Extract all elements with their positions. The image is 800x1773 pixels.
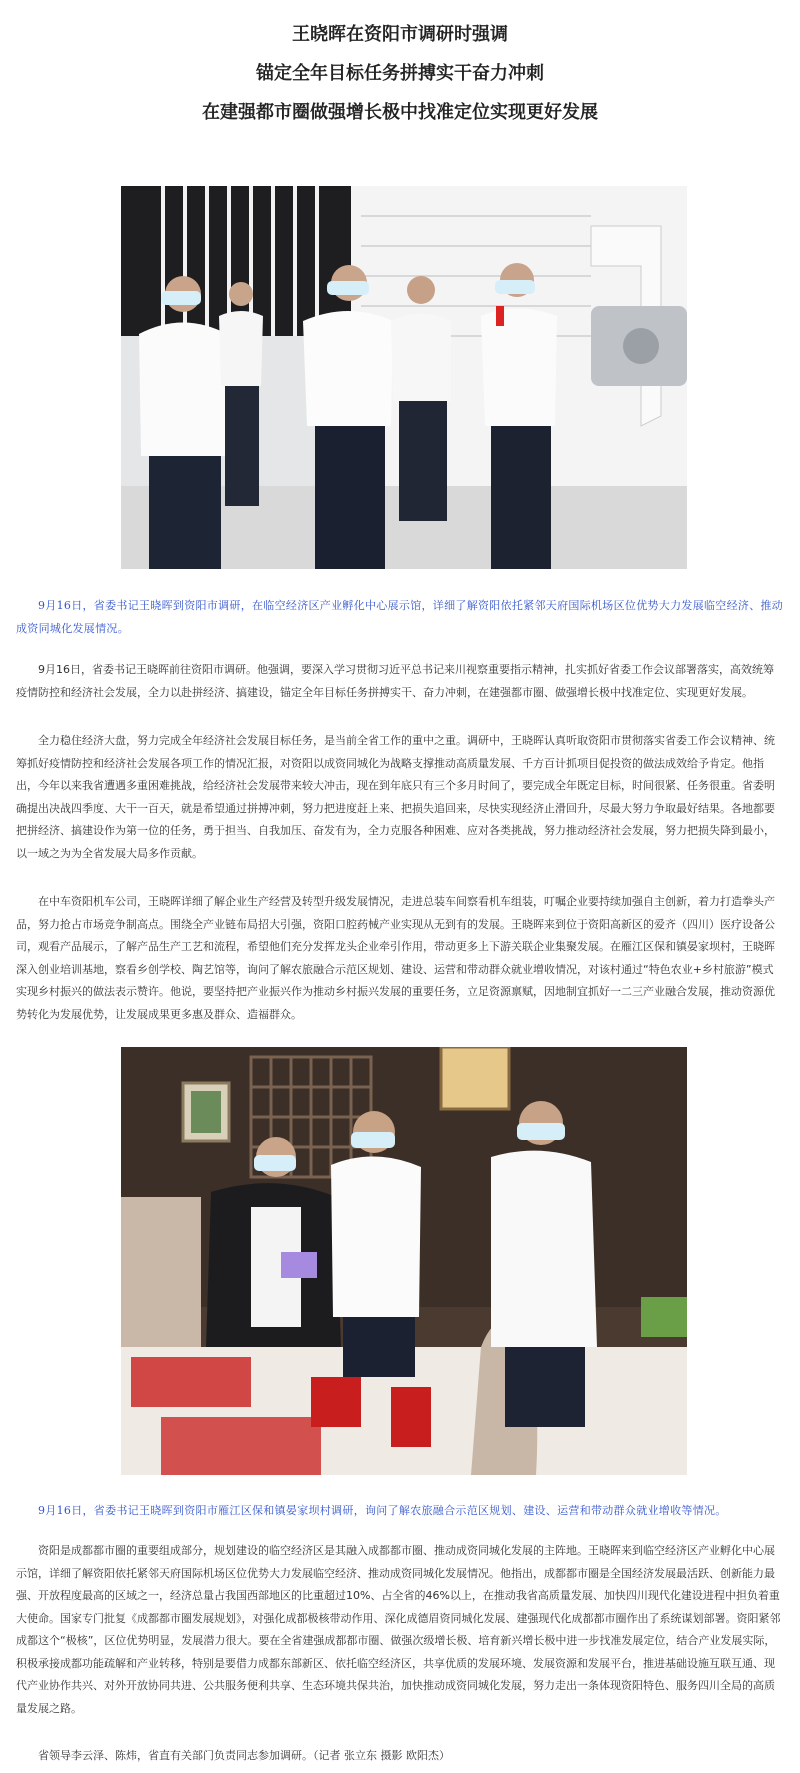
article-paragraph-3: 在中车资阳机车公司，王晓晖详细了解企业生产经营及转型升级发展情况，走进总装车间察看机车组装，叮嘱企业要持续加强自主创新，着力打造拳头产品，努力抢占市场竞争制高点。围绕全产业链布局招大引强，资阳口腔药械产业实现从无到有的发展。王晓晖来到位于资阳高新区的爱齐（四川）医疗设备公司，观看产品展示，了解产品生产工艺和流程，希望他们充分发挥龙头企业牵引作用，带动更多上下游关联企业集聚发展。在雁江区保和镇晏家坝村，王晓晖深入创业培训基地，察看乡创学校、陶艺馆等，询问了解农旅融合示范区规划、建设、运营和带动群众就业增收情况，对该村通过“特色农业+乡村旅游”模式实现乡村振兴的做法表示赞许。他说，要坚持把产业振兴作为推动乡村振兴发展的重要任务，立足资源禀赋，因地制宜抓好一二三产业融合发展，推动资源优势转化为发展优势，让发展成果更多惠及群众、造福群众。 [16,895,775,1021]
photo-caption-1: 9月16日，省委书记王晓晖到资阳市调研，在临空经济区产业孵化中心展示馆，详细了解资阳依托紧邻天府国际机场区位优势大力发展临空经济、推动成资同城化发展情况。 [16,599,784,635]
photo-caption-2: 9月16日，省委书记王晓晖到资阳市雁江区保和镇晏家坝村调研，询问了解农旅融合示范区规划、建设、运营和带动群众就业增收等情况。 [38,1504,727,1517]
article-paragraph-2: 全力稳住经济大盘，努力完成全年经济社会发展目标任务，是当前全省工作的重中之重。调研中，王晓晖认真听取资阳市贯彻落实省委工作会议精神、统筹抓好疫情防控和经济社会发展各项工作的情况汇报，对资阳以成资同城化为战略支撑推动高质量发展、千方百计抓项目促投资的做法成效给予肯定。他指出，今年以来我省遭遇多重困难挑战，给经济社会发展带来较大冲击，现在到年底只有三个多月时间了，要完成全年既定目标，时间很紧、任务很重。省委明确提出决战四季度、大干一百天，就是希望通过拼搏冲刺，努力把进度赶上来、把损失追回来，尽快实现经济止滑回升，尽最大努力争取最好结果。各地都要把拼经济、搞建设作为第一位的任务，勇于担当、自我加压、奋发有为，全力克服各种困难、应对各类挑战，努力推动经济社会发展，努力把损失降到最小，以一域之为为全省发展大局多作贡献。 [16,734,775,860]
article-paragraph-5: 省领导李云泽、陈炜，省直有关部门负责同志参加调研。（记者 张立东 摄影 欧阳杰） [38,1749,450,1762]
headline-line-1: 王晓晖在资阳市调研时强调 [292,24,508,45]
article-paragraph-4: 资阳是成都都市圈的重要组成部分，规划建设的临空经济区是其融入成都都市圈、推动成资同城化发展的主阵地。王晓晖来到临空经济区产业孵化中心展示馆，详细了解资阳依托紧邻天府国际机场区位优势大力发展临空经济、推动成资同城化发展情况。他指出，成都都市圈是全国经济发展最活跃、创新能力最强、开放程度最高的区域之一，经济总量占我国西部地区的比重超过10%、占全省的46%以上，在推动我省高质量发展、加快四川现代化建设进程中担负着重大使命。国家专门批复《成都都市圈发展规划》，对强化成都极核带动作用、深化成德眉资同城化发展、建强现代化成都都市圈作出了系统谋划部署。资阳紧邻成都这个“极核”，区位优势明显，发展潜力很大。要在全省建强成都都市圈、做强次级增长极、培育新兴增长极中进一步找准发展定位，结合产业发展实际，积极承接成都功能疏解和产业转移，特别是要借力成都东部新区、依托临空经济区，共享优质的发展环境、发展资源和发展平台，推进基础设施互联互通、现代产业协作共兴、对外开放协同共进、公共服务便利共享、生态环境共保共治，加快推动成资同城化发展，努力走出一条体现资阳特色、服务四川全局的高质量发展之路。 [16,1544,781,1715]
news-photo-exhibition-hall [121,186,687,569]
headline-line-3: 在建强都市圈做强增长极中找准定位实现更好发展 [202,102,598,123]
article-paragraph-1: 9月16日，省委书记王晓晖前往资阳市调研。他强调，要深入学习贯彻习近平总书记来川视察重要指示精神，扎实抓好省委工作会议部署落实，高效统筹疫情防控和经济社会发展，全力以赴拼经济、搞建设，锚定全年目标任务拼搏实干、奋力冲刺，在建强都市圈、做强增长极中找准定位、实现更好发展。 [16,663,774,699]
headline-line-2: 锚定全年目标任务拼搏实干奋力冲刺 [256,63,544,84]
news-photo-papercut-exhibition [121,1047,687,1475]
